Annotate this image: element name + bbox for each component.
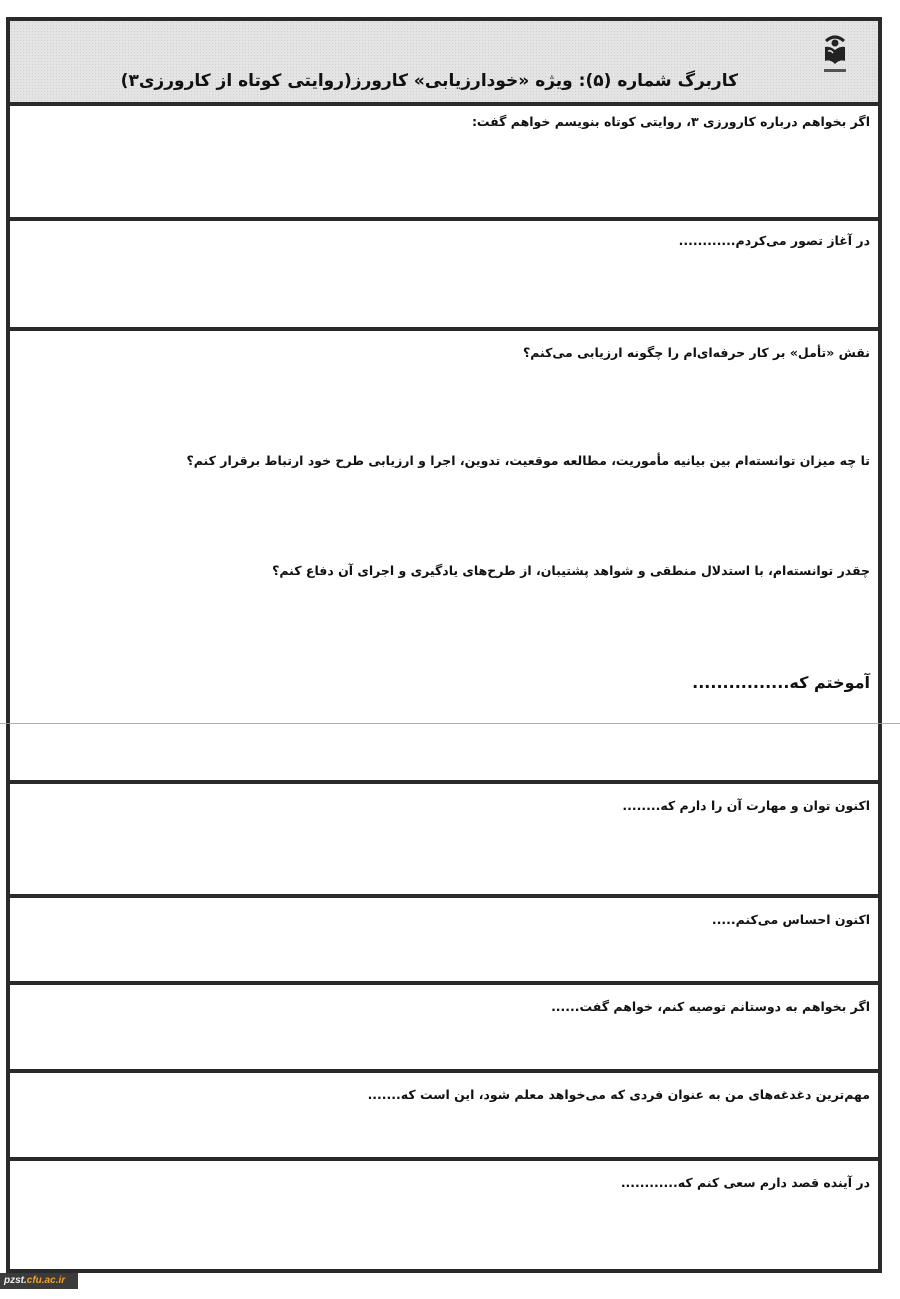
scan-artifact-line: [0, 723, 900, 724]
site-watermark: [0, 1273, 78, 1289]
defend-plan-prompt: چقدر توانسته‌ام، با استدلال منطقی و شواهد پشتیبان، از طرح‌های یادگیری و اجرای آن دفاع کنم؟: [272, 563, 870, 578]
watermark-prefix: pzst.: [4, 1275, 27, 1286]
worksheet-form: [6, 17, 882, 1273]
section-future-intent[interactable]: [10, 1161, 878, 1269]
section-prompt: اکنون احساس می‌کنم.....: [711, 912, 870, 927]
section-main-concerns[interactable]: [10, 1073, 878, 1161]
section-prompt: مهم‌ترین دغدغه‌های من به عنوان فردی که می‌خواهد معلم شود، این است که.......: [367, 1087, 870, 1102]
worksheet-title: کاربرگ شماره (۵): ویژه «خودارزیابی» کارورز(روایتی کوتاه از کارورزی۳): [120, 71, 738, 91]
section-prompt: اگر بخواهم درباره کارورزی ۳، روایتی کوتاه بنویسم خواهم گفت:: [471, 114, 870, 129]
section-current-skills[interactable]: [10, 784, 878, 898]
section-prompt: اکنون توان و مهارت آن را دارم که........: [622, 798, 870, 813]
learned-prompt: آموختم که................: [692, 673, 870, 692]
section-prompt: اگر بخواهم به دوستانم توصیه کنم، خواهم گفت......: [551, 999, 870, 1014]
university-book-logo-icon: [820, 35, 850, 79]
watermark-domain: cfu.ac.ir: [26, 1275, 66, 1286]
reflection-role-prompt: نقش «تأمل» بر کار حرفه‌ای‌ام را چگونه ارزیابی می‌کنم؟: [522, 345, 870, 360]
section-recommendation[interactable]: [10, 985, 878, 1073]
section-initial-assumption[interactable]: [10, 221, 878, 331]
section-current-feeling[interactable]: [10, 898, 878, 985]
section-prompt: در آغاز تصور می‌کردم............: [678, 233, 870, 248]
worksheet-header: [10, 21, 878, 106]
section-prompt: در آینده قصد دارم سعی کنم که............: [620, 1175, 870, 1190]
section-reflection[interactable]: [10, 331, 878, 784]
mission-linkage-prompt: تا چه میزان توانسته‌ام بین بیانیه مأموریت، مطالعه موقعیت، تدوین، اجرا و ارزیابی طرح خود ارتباط برقرار کنم؟: [186, 453, 870, 468]
section-short-narrative[interactable]: [10, 106, 878, 221]
